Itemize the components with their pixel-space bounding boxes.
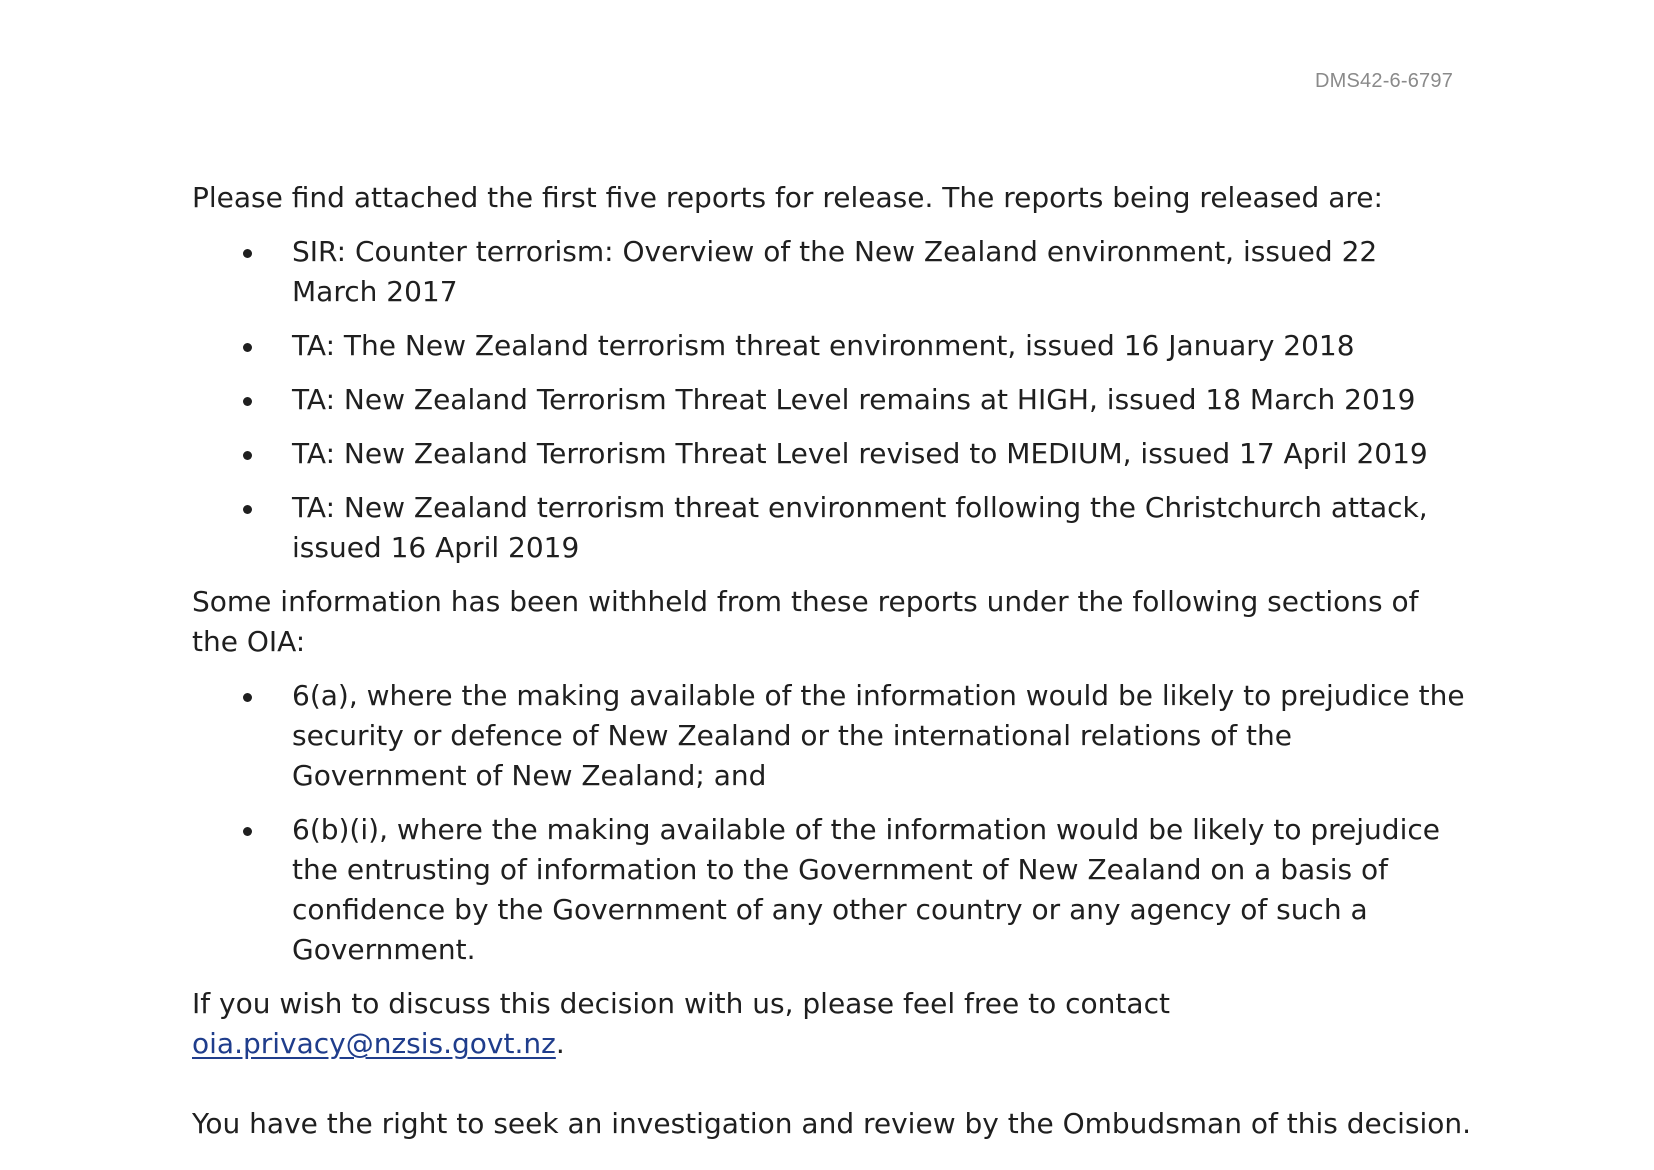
- list-item: [192, 676, 1482, 796]
- letter-body: [192, 178, 1482, 1144]
- document-reference: DMS42-6-6797: [1315, 70, 1454, 92]
- bullet-icon: [243, 827, 252, 836]
- list-item: [192, 326, 1482, 366]
- list-item: [192, 232, 1482, 312]
- report-item-text: SIR: Counter terrorism: Overview of the New Zealand environment, issued 22 March 2017: [292, 235, 1378, 308]
- bullet-icon: [243, 505, 252, 514]
- email-link[interactable]: oia.privacy@nzsis.govt.nz: [192, 1027, 556, 1060]
- section-item-text: 6(a), where the making available of the information would be likely to prejudice the security or defence of New Zealand or the international relations of the Government of New Zealand; and: [292, 679, 1465, 792]
- report-item-text: TA: New Zealand Terrorism Threat Level remains at HIGH, issued 18 March 2019: [292, 383, 1416, 416]
- ombudsman-paragraph: You have the right to seek an investigation and review by the Ombudsman of this decision.: [192, 1107, 1472, 1140]
- section-item-text: 6(b)(i), where the making available of the information would be likely to prejudice the entrusting of information to the Government of New Zealand on a basis of confidence by the Government of any other country or any agency of such a Government.: [292, 813, 1440, 966]
- bullet-icon: [243, 451, 252, 460]
- report-item-text: TA: New Zealand Terrorism Threat Level revised to MEDIUM, issued 17 April 2019: [292, 437, 1428, 470]
- reports-list: [192, 232, 1482, 568]
- bullet-icon: [243, 249, 252, 258]
- contact-text: If you wish to discuss this decision with us, please feel free to contact: [192, 987, 1170, 1020]
- list-item: [192, 488, 1482, 568]
- list-item: [192, 380, 1482, 420]
- oia-sections-list: [192, 676, 1482, 970]
- report-item-text: TA: New Zealand terrorism threat environment following the Christchurch attack, issued 16 April 2019: [292, 491, 1428, 564]
- bullet-icon: [243, 343, 252, 352]
- bullet-icon: [243, 397, 252, 406]
- contact-suffix: .: [555, 1027, 565, 1060]
- intro-paragraph: Please find attached the first five reports for release. The reports being released are:: [192, 181, 1383, 214]
- list-item: [192, 434, 1482, 474]
- report-item-text: TA: The New Zealand terrorism threat environment, issued 16 January 2018: [292, 329, 1355, 362]
- bullet-icon: [243, 693, 252, 702]
- list-item: [192, 810, 1482, 970]
- withheld-paragraph: Some information has been withheld from these reports under the following sections of the OIA:: [192, 585, 1419, 658]
- contact-paragraph: [192, 984, 1482, 1064]
